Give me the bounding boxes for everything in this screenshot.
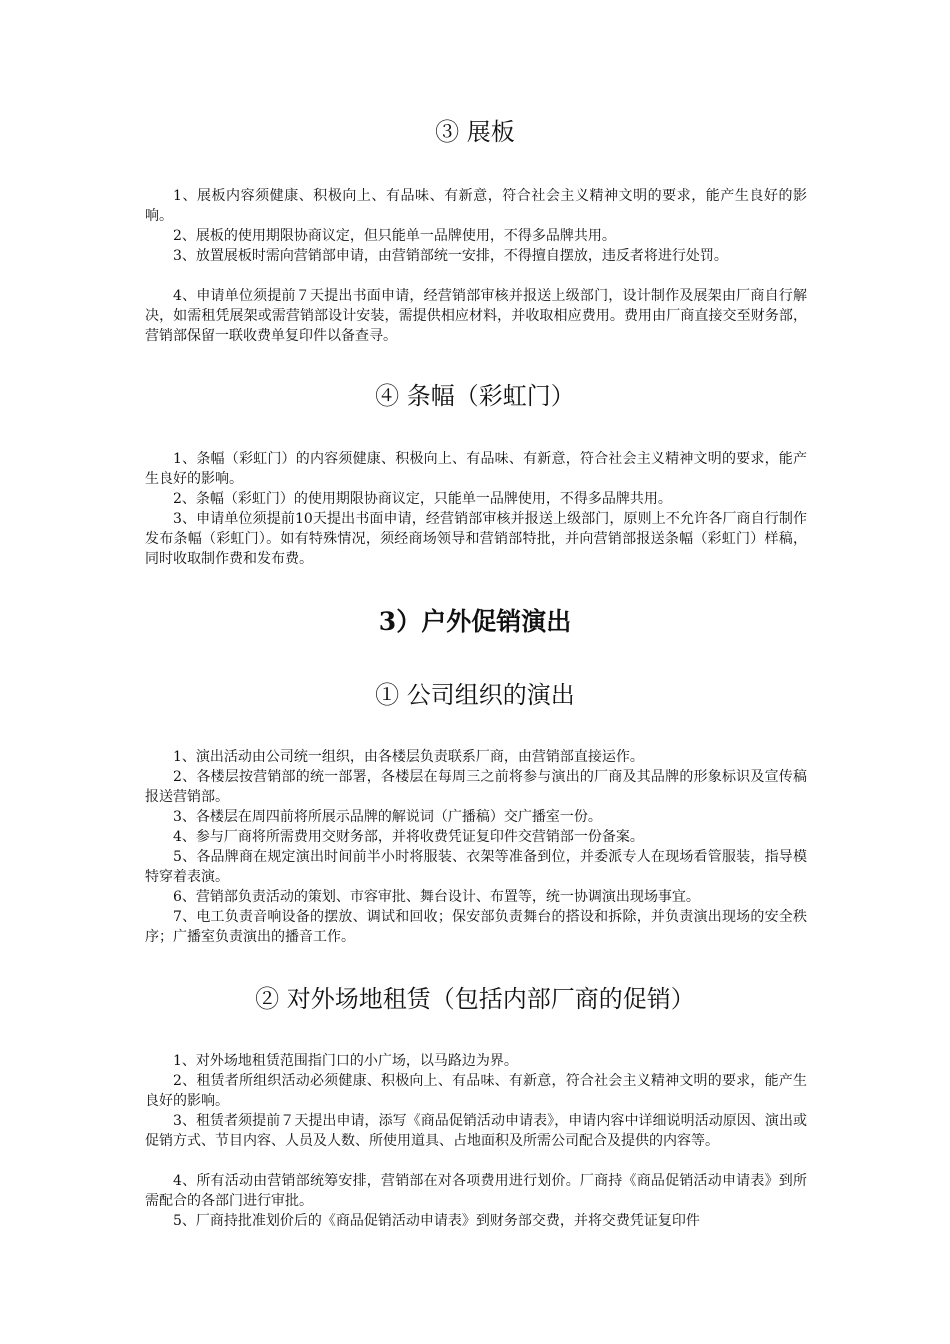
paragraph: 2、条幅（彩虹门）的使用期限协商议定，只能单一品牌使用，不得多品牌共用。 bbox=[173, 491, 672, 507]
paragraph: 4、参与厂商将所需费用交财务部，并将收费凭证复印件交营销部一份备案。 bbox=[173, 829, 644, 845]
paragraph: 5、各品牌商在规定演出时间前半小时将服装、衣架等准备到位，并委派专人在现场看管服装，指导模特穿着表演。 bbox=[145, 849, 807, 885]
paragraph: 3、申请单位须提前10天提出书面申请，经营销部审核并报送上级部门，原则上不允许各厂商自行制作发布条幅（彩虹门）。如有特殊情况，须经商场领导和营销部特批，并向营销部报送条幅（彩虹门）样稿，同时收取制作费和发布费。 bbox=[145, 511, 807, 567]
paragraph: 6、营销部负责活动的策划、市容审批、舞台设计、布置等，统一协调演出现场事宜。 bbox=[173, 889, 700, 905]
paragraph: 1、对外场地租赁范围指门口的小广场，以马路边为界。 bbox=[173, 1053, 518, 1069]
paragraph: 4、所有活动由营销部统筹安排，营销部在对各项费用进行划价。厂商持《商品促销活动申请表》到所需配合的各部门进行审批。 bbox=[145, 1173, 807, 1209]
paragraph: 2、租赁者所组织活动必须健康、积极向上、有品味、有新意，符合社会主义精神文明的要求，能产生良好的影响。 bbox=[145, 1073, 807, 1109]
section-heading-display-board: ③ 展板 bbox=[435, 118, 515, 146]
section-heading-venue-rental: ② 对外场地租赁（包括内部厂商的促销） bbox=[255, 985, 695, 1013]
section-heading-company-performance: ① 公司组织的演出 bbox=[375, 681, 575, 709]
paragraph: 7、电工负责音响设备的摆放、调试和回收；保安部负责舞台的搭设和拆除，并负责演出现场的安全秩序；广播室负责演出的播音工作。 bbox=[145, 909, 807, 945]
paragraph: 1、演出活动由公司统一组织，由各楼层负责联系厂商，由营销部直接运作。 bbox=[173, 749, 644, 765]
paragraph: 3、放置展板时需向营销部申请，由营销部统一安排，不得擅自摆放，违反者将进行处罚。 bbox=[173, 248, 728, 264]
paragraph: 3、各楼层在周四前将所展示品牌的解说词（广播稿）交广播室一份。 bbox=[173, 809, 602, 825]
section-heading-banner: ④ 条幅（彩虹门） bbox=[375, 382, 575, 410]
paragraph: 1、条幅（彩虹门）的内容须健康、积极向上、有品味、有新意，符合社会主义精神文明的要求，能产生良好的影响。 bbox=[145, 451, 807, 487]
paragraph: 3、租赁者须提前７天提出申请，添写《商品促销活动申请表》，申请内容中详细说明活动原因、演出或促销方式、节目内容、人员及人数、所使用道具、占地面积及所需公司配合及提供的内容等。 bbox=[145, 1113, 807, 1149]
paragraph: 2、各楼层按营销部的统一部署，各楼层在每周三之前将参与演出的厂商及其品牌的形象标识及宣传稿报送营销部。 bbox=[145, 769, 807, 805]
section-heading-outdoor-promotion: 3）户外促销演出 bbox=[378, 607, 572, 636]
paragraph: 5、厂商持批准划价后的《商品促销活动申请表》到财务部交费，并将交费凭证复印件 bbox=[173, 1213, 700, 1229]
paragraph: 2、展板的使用期限协商议定，但只能单一品牌使用，不得多品牌共用。 bbox=[173, 228, 616, 244]
paragraph: 4、申请单位须提前７天提出书面申请，经营销部审核并报送上级部门，设计制作及展架由厂商自行解决，如需租凭展架或需营销部设计安装，需提供相应材料，并收取相应费用。费用由厂商直接交至财务部，营销部保留一联收费单复印件以备查寻。 bbox=[145, 288, 807, 344]
paragraph: 1、展板内容须健康、积极向上、有品味、有新意，符合社会主义精神文明的要求，能产生良好的影响。 bbox=[145, 188, 807, 224]
